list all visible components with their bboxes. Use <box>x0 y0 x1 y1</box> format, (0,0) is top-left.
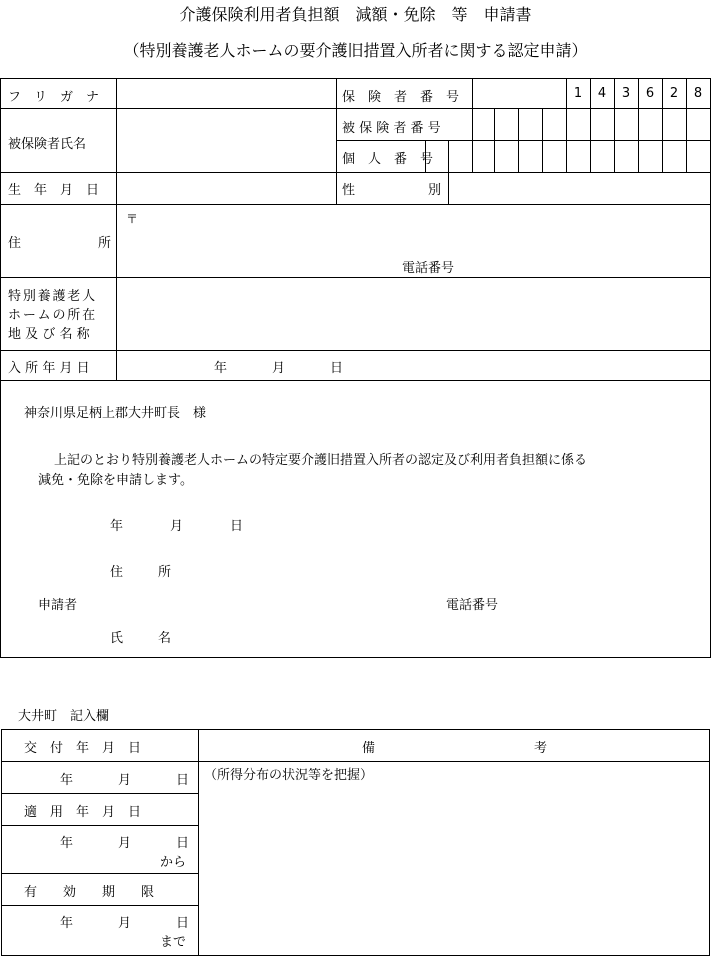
remarks-note: （所得分布の状況等を把握） <box>204 768 374 783</box>
applicant-address-label-2: 所 <box>158 565 172 580</box>
furigana-label: フ リ ガ ナ <box>8 90 100 105</box>
facility-label-3: 地及び名称 <box>8 327 94 342</box>
facility-label-2: ホームの所在 <box>8 308 97 323</box>
insurer-digit: 2 <box>669 86 679 101</box>
sex-label-2: 別 <box>428 183 442 198</box>
admission-date-label: 入所年月日 <box>8 361 94 376</box>
request-body-2: 減免・免除を申請します。 <box>38 473 193 488</box>
address-label-2: 所 <box>98 236 112 251</box>
insured-name-label: 被保険者氏名 <box>8 137 87 152</box>
valid-day: 日 <box>176 916 190 931</box>
apply-day: 日 <box>176 836 190 851</box>
applicant-address-label: 住 <box>110 565 124 580</box>
issue-day: 日 <box>176 773 190 788</box>
page-subtitle: （特別養護老人ホームの要介護旧措置入所者に関する認定申請） <box>123 41 588 60</box>
admission-month: 月 <box>272 361 286 376</box>
applicant-phone-label: 電話番号 <box>446 598 499 613</box>
sex-label: 性 <box>342 183 356 198</box>
insurer-digit: 8 <box>693 86 703 101</box>
address-label: 住 <box>8 236 22 251</box>
valid-period-label: 有 効 期 限 <box>24 885 155 900</box>
admission-year: 年 <box>214 361 228 376</box>
personal-number-label: 個 人 番 号 <box>342 152 434 167</box>
addressee: 神奈川県足柄上郡大井町長 様 <box>24 406 207 421</box>
remarks-label: 備 <box>362 741 376 756</box>
insurer-digit: 4 <box>597 86 607 101</box>
valid-year: 年 <box>60 916 74 931</box>
until-label: まで <box>160 935 187 950</box>
phone-label: 電話番号 <box>402 261 455 276</box>
from-label: から <box>160 855 187 870</box>
insurer-digit: 1 <box>573 86 583 101</box>
facility-label-1: 特別養護老人 <box>8 289 97 304</box>
birth-date-label: 生 年 月 日 <box>8 183 100 198</box>
insurer-digit: 6 <box>645 86 655 101</box>
applicant-name-label: 氏 <box>110 631 124 646</box>
admission-day: 日 <box>330 361 344 376</box>
issue-date-label: 交 付 年 月 日 <box>24 741 142 756</box>
insured-number-label: 被 保 険 者 番 号 <box>342 121 441 136</box>
apply-year: 年 <box>60 836 74 851</box>
apply-month: 月 <box>118 836 132 851</box>
request-month: 月 <box>170 519 184 534</box>
office-use-heading: 大井町 記入欄 <box>18 709 110 724</box>
remarks-label-2: 考 <box>534 741 548 756</box>
valid-month: 月 <box>118 916 132 931</box>
request-year: 年 <box>110 519 124 534</box>
applicant-name-label-2: 名 <box>158 631 172 646</box>
apply-date-label: 適 用 年 月 日 <box>24 805 142 820</box>
page-title: 介護保険利用者負担額 減額・免除 等 申請書 <box>179 5 532 24</box>
issue-month: 月 <box>118 773 132 788</box>
insurer-digit: 3 <box>621 86 631 101</box>
request-body-1: 上記のとおり特別養護老人ホームの特定要介護旧措置入所者の認定及び利用者負担額に係る <box>54 453 588 468</box>
issue-year: 年 <box>60 773 74 788</box>
request-day: 日 <box>230 519 244 534</box>
postal-mark: 〒 <box>126 212 139 226</box>
insurer-number-label: 保 険 者 番 号 <box>342 90 460 105</box>
applicant-label: 申請者 <box>38 598 78 613</box>
